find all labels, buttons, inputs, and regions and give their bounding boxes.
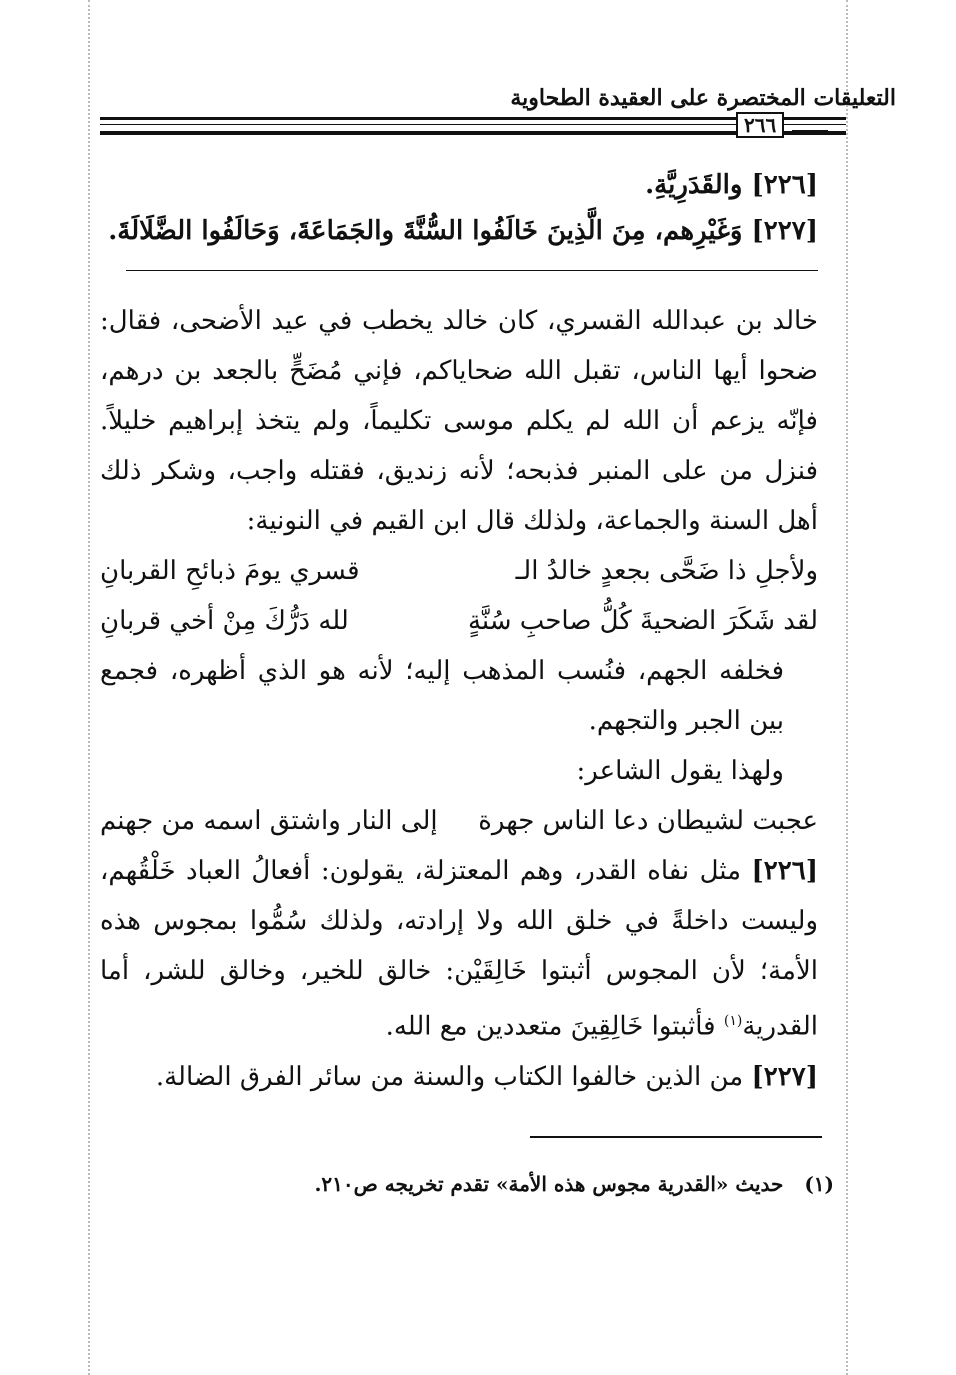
- commentary-text: من الذين خالفوا الكتاب والسنة من سائر الفرق الضالة.: [155, 1061, 744, 1092]
- verse-first-hemistich: ولأجلِ ذا ضَحَّى بجعدٍ خالدُ الـ: [515, 556, 818, 586]
- commentary-text: مثل نفاه القدر، وهم المعتزلة، يقولون: أفعالُ العباد خَلْقُهم، وليست داخلةً في خلق الله ولا إرادته، ولذلك سُمُّوا بمجوس هذه الأمة؛ لأن المجوس أثبتوا خَالِقَيْن: خالق للخير، وخالق للشر، أما القدرية: [100, 856, 818, 1042]
- footnote-marker: (١): [804, 1172, 834, 1196]
- matn-section: [100, 162, 818, 254]
- matn-line: [100, 162, 818, 208]
- poem-verse: [100, 596, 818, 646]
- verse-second-hemistich: إلى النار واشتق اسمه من جهنم: [100, 806, 438, 836]
- page-number-box: [736, 112, 832, 138]
- page-number-ornament: [792, 117, 828, 133]
- poem-verse: [100, 546, 818, 596]
- right-margin-guide: [846, 0, 848, 1375]
- paragraph: فخلفه الجهم، فنُسب المذهب إليه؛ لأنه هو الذي أظهره، فجمع بين الجبر والتجهم.: [100, 656, 784, 736]
- footnote-divider: [530, 1136, 822, 1138]
- verse-first-hemistich: عجبت لشيطان دعا الناس جهرة: [478, 806, 818, 836]
- footnote-reference[interactable]: (١): [723, 1013, 743, 1029]
- matn-number: [٢٢٧]: [751, 216, 818, 246]
- paragraph: ولهذا يقول الشاعر:: [576, 756, 784, 786]
- matn-text: والقَدَرِيَّةِ.: [645, 170, 743, 200]
- header-rule: [100, 131, 846, 135]
- header-rule: [100, 124, 846, 125]
- footnote-text: حديث «القدرية مجوس هذه الأمة» تقدم تخريجه ص٢١٠.: [314, 1172, 784, 1196]
- commentary-section: [100, 296, 818, 1102]
- verse-second-hemistich: لله دَرُّكَ مِنْ أخي قربانِ: [100, 606, 349, 636]
- paragraph: خالد بن عبدالله القسري، كان خالد يخطب في عيد الأضحى، فقال: ضحوا أيها الناس، تقبل الله ضحاياكم، فإني مُضَحٍّ بالجعد بن درهم، فإنّه يزعم أن الله لم يكلم موسى تكليماً، ولم يتخذ إبراهيم خليلاً. فنزل من على المنبر فذبحه؛ لأنه زنديق، فقتله واجب، وشكر ذلك أهل السنة والجماعة، ولذلك قال ابن القيم في النونية:: [100, 306, 819, 536]
- footnote: [100, 1172, 834, 1196]
- left-margin-guide: [88, 0, 90, 1375]
- commentary-227: [100, 1052, 818, 1102]
- matn-text: وَغَيْرِهم، مِنَ الَّذِينَ خَالَفُوا السُّنَّةَ والجَمَاعَةَ، وَحَالَفُوا الضَّلَالَةَ.: [108, 216, 743, 246]
- poem-verse: [100, 796, 818, 846]
- section-divider: [126, 270, 818, 271]
- running-header-title: التعليقات المختصرة على العقيدة الطحاوية: [510, 85, 896, 111]
- matn-number: [٢٢٦]: [751, 170, 818, 200]
- commentary-226: [100, 846, 818, 1052]
- commentary-text: فأثبتوا خَالِقِينَ متعددين مع الله.: [385, 1011, 716, 1042]
- commentary-number: [٢٢٦]: [751, 856, 818, 886]
- verse-second-hemistich: قسري يومَ ذبائحِ القربانِ: [100, 556, 360, 586]
- verse-first-hemistich: لقد شَكَرَ الضحيةَ كُلُّ صاحبِ سُنَّةٍ: [467, 606, 818, 636]
- header-rule: [100, 117, 846, 120]
- commentary-number: [٢٢٧]: [751, 1061, 818, 1092]
- page-number: ٢٦٦: [736, 112, 784, 138]
- matn-line: [100, 208, 818, 254]
